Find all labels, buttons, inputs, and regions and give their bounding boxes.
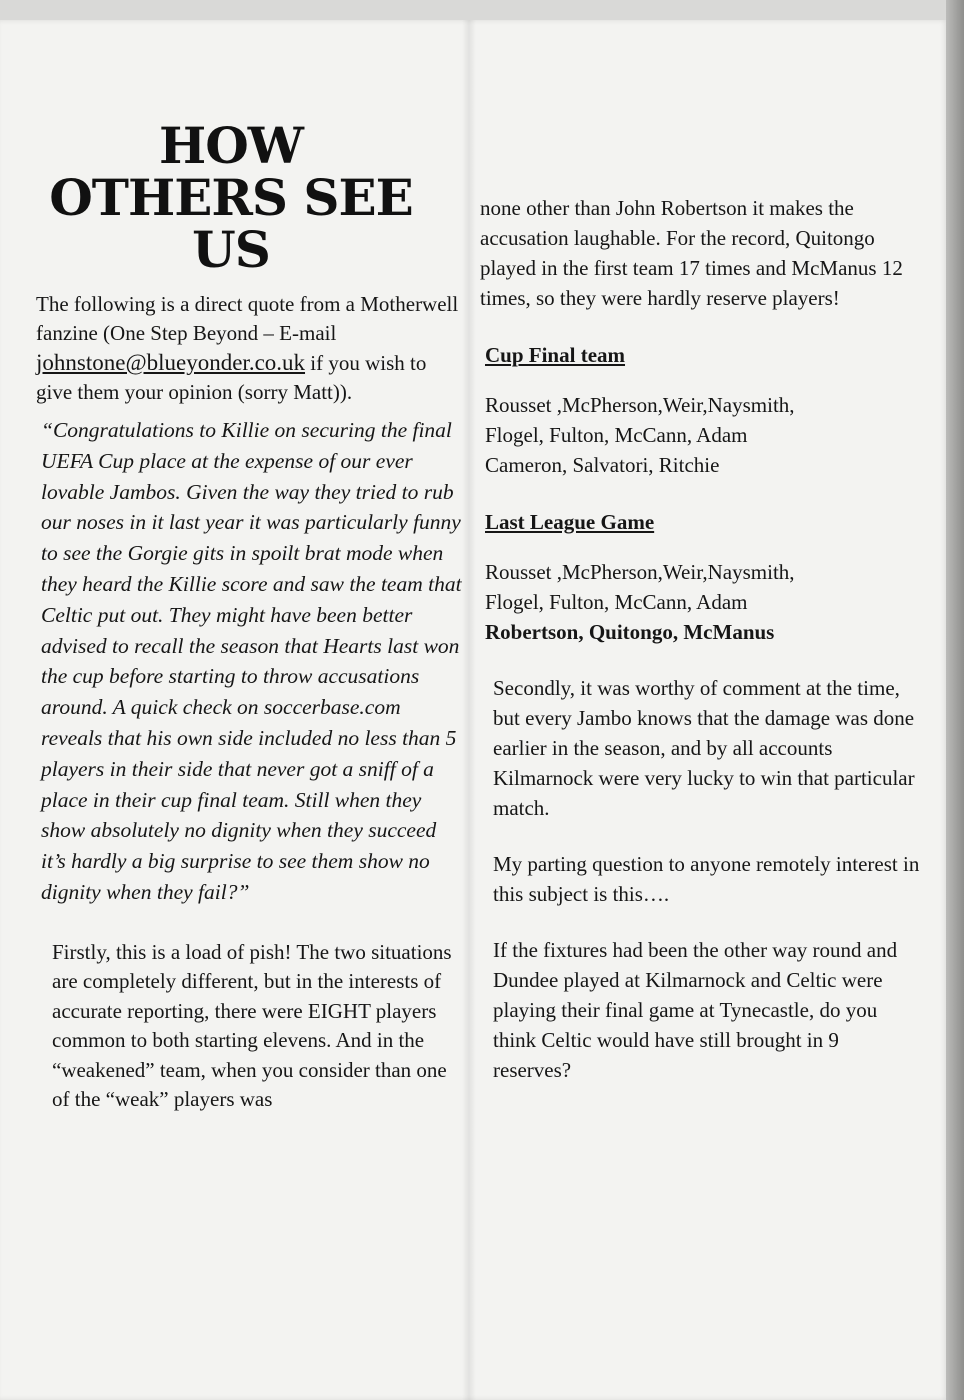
email-link[interactable]: johnstone@blueyonder.co.uk bbox=[36, 350, 306, 375]
intro-lead: The following is a direct quote from a Motherwell fanzine (One Step Beyond – E-mail bbox=[36, 292, 459, 345]
article-headline bbox=[36, 116, 426, 279]
lineup-line: Flogel, Fulton, McCann, Adam bbox=[485, 590, 748, 614]
headline-line-3: US bbox=[192, 220, 270, 279]
headline-line-1: HOW bbox=[159, 116, 303, 175]
cup-final-heading: Cup Final team bbox=[485, 343, 626, 367]
intro-paragraph bbox=[36, 290, 466, 407]
intro-tail: if you wish to give them your opinion (sorry Matt)). bbox=[36, 351, 427, 404]
last-league-heading: Last League Game bbox=[485, 510, 655, 534]
lineup-line: Rousset ,McPherson,Weir,Naysmith, bbox=[485, 560, 795, 584]
lineup-line: Rousset ,McPherson,Weir,Naysmith, bbox=[485, 393, 795, 417]
lineup-line: Cameron, Salvatori, Ritchie bbox=[485, 453, 720, 477]
firstly-paragraph: Firstly, this is a load of pish! The two situations are completely different, but in the interests of accurate reporting, there were EIGHT players common to both starting elevens. And in the “weakened” team, when you consider than one of the “weak” players was bbox=[52, 939, 452, 1112]
headline-line-2: OTHERS SEE bbox=[49, 168, 413, 227]
fanzine-quote: “Congratulations to Killie on securing the final UEFA Cup place at the expense of our ever lovable Jambos. Given the way they tried to rub our noses in it last year it was particularly funny to see the Gorgie gits in spoilt brat mode when they heard the Killie score and saw the team that Celtic put out. They might have been better advised to recall the season that Hearts last won the cup before starting to throw accusations around. A quick check on soccerbase.com reveals that his own side included no less than 5 players in their side that never got a sniff of a place in their cup final team. Still when they show absolutely no dignity when they succeed it’s hardly a big surprise to see them show no dignity when they fail?” bbox=[41, 418, 462, 904]
left-column bbox=[36, 116, 466, 1115]
question-paragraph: My parting question to anyone remotely interest in this subject is this…. bbox=[493, 852, 920, 906]
lineup-line: Flogel, Fulton, McCann, Adam bbox=[485, 423, 748, 447]
secondly-paragraph: Secondly, it was worthy of comment at the time, but every Jambo knows that the damage was done earlier in the season, and by all accounts Kilmarnock were very lucky to win that particular match. bbox=[493, 676, 915, 820]
continued-paragraph: none other than John Robertson it makes the accusation laughable. For the record, Quitongo played in the first team 17 times and McManus 12 times, so they were hardly reserve players! bbox=[480, 196, 903, 310]
cup-final-lineup bbox=[480, 390, 920, 480]
right-column bbox=[480, 193, 920, 1085]
page-edge bbox=[946, 0, 964, 1400]
lineup-line-bold: Robertson, Quitongo, McManus bbox=[485, 620, 775, 644]
last-league-lineup bbox=[480, 557, 920, 647]
fixtures-paragraph: If the fixtures had been the other way round and Dundee played at Kilmarnock and Celtic were playing their final game at Tynecastle, do you think Celtic would have still brought in 9 reserves? bbox=[493, 938, 898, 1082]
